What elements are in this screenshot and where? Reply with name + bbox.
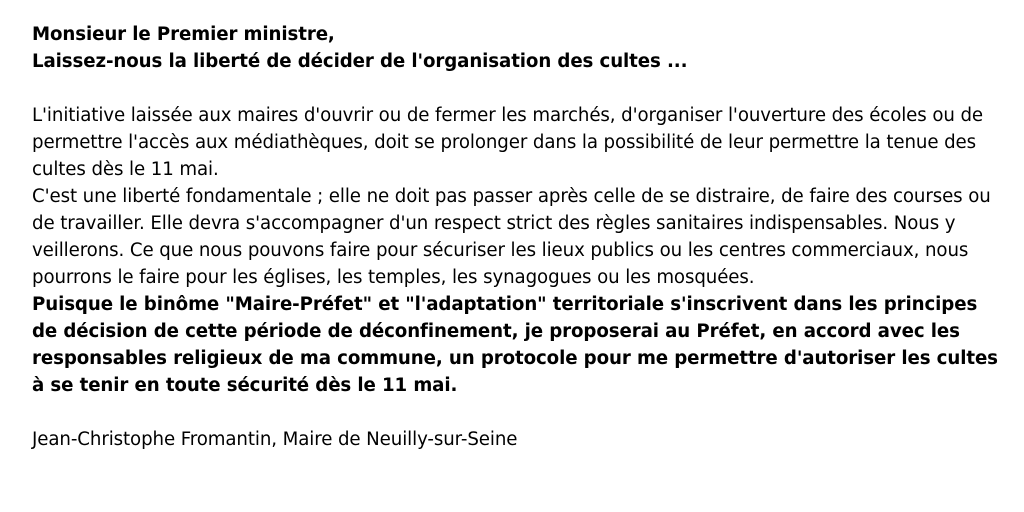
- spacer: [32, 75, 1002, 102]
- paragraph-liberte: C'est une liberté fondamentale ; elle ne doit pas passer après celle de se distraire, de faire des courses ou de travailler. Elle devra s'accompagner d'un respect strict des règles sanitaires indispensables. Nous y veillerons. Ce que nous pouvons faire pour sécuriser les lieux publics ou les centres commerciaux, nous pourrons le faire pour les églises, les temples, les synagogues ou les mosquées.: [32, 186, 991, 288]
- letter-document: [32, 21, 1002, 453]
- letter-title: Laissez-nous la liberté de décider de l'organisation des cultes ...: [32, 51, 688, 72]
- signature: Jean-Christophe Fromantin, Maire de Neuilly-sur-Seine: [32, 429, 518, 450]
- paragraph-proposal: Puisque le binôme "Maire-Préfet" et "l'adaptation" territoriale s'inscrivent dans les principes de décision de cette période de déconfinement, je proposerai au Préfet, en accord avec les responsables religieux de ma commune, un protocole pour me permettre d'autoriser les cultes à se tenir en toute sécurité dès le 11 mai.: [32, 294, 998, 396]
- letter-salutation: Monsieur le Premier ministre,: [32, 24, 335, 45]
- paragraph-initiative: L'initiative laissée aux maires d'ouvrir ou de fermer les marchés, d'organiser l'ouverture des écoles ou de permettre l'accès aux médiathèques, doit se prolonger dans la possibilité de leur permettre la tenue des cultes dès le 11 mai.: [32, 105, 983, 180]
- spacer: [32, 399, 1002, 426]
